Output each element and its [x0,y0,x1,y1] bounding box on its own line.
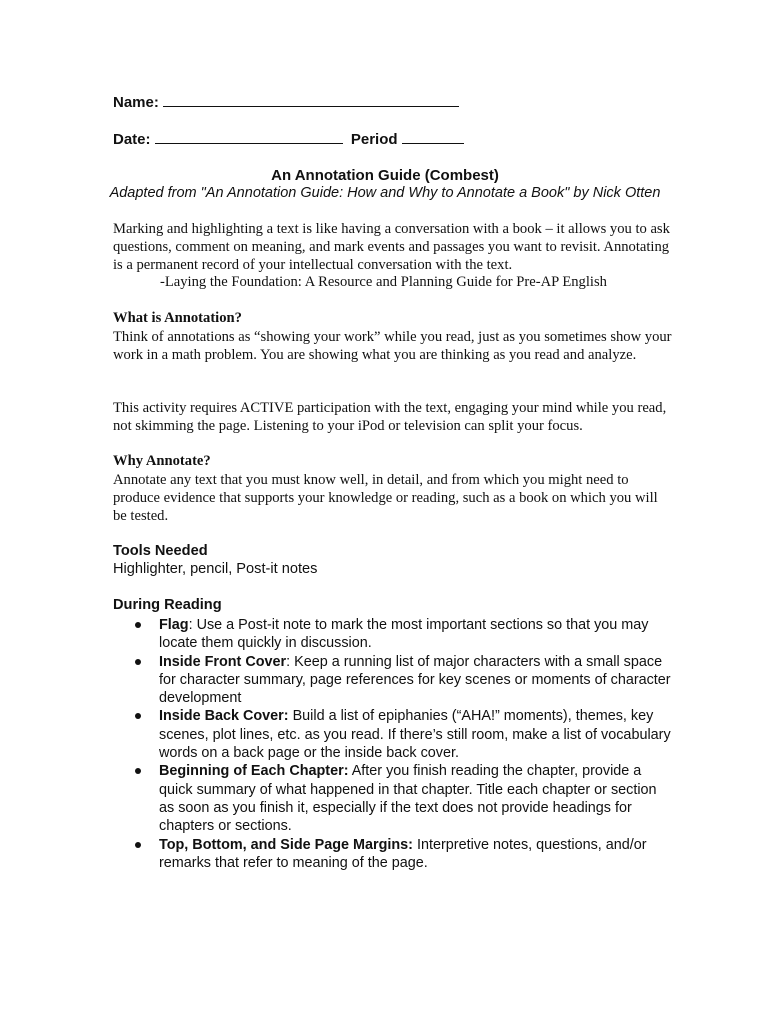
name-label: Name: [113,94,159,111]
what-is-paragraph: Think of annotations as “showing your work” while you read, just as you sometimes show your work in a math problem. You are showing what you are thinking as you read and analyze. [113,329,672,363]
name-field [113,93,459,111]
date-period-field [113,130,464,148]
list-item-term: Flag [159,617,189,633]
list-item-text: After you finish reading the chapter, provide a quick summary of what happened in that chapter. Title each chapter or section as soon as you finish it, especially if the text does not provide headings for chapters or sections. [159,763,657,835]
list-item [113,836,673,873]
list-item [113,762,673,835]
document-title: An Annotation Guide (Combest) [271,167,499,184]
why-paragraph: Annotate any text that you must know well, in detail, and from which you might need to produce evidence that supports your knowledge or reading, such as a book on which you will be tested. [113,472,658,524]
intro-attribution: -Laying the Foundation: A Resource and Planning Guide for Pre-AP English [160,274,607,290]
intro-paragraph: Marking and highlighting a text is like having a conversation with a book – it allows you to ask questions, comment on meaning, and mark events and passages you want to revisit. Annotating is a permanent record of your intellectual conversation with the text. [113,221,670,273]
list-item-text: : Use a Post-it note to mark the most important sections so that you may locate them quickly in discussion. [159,617,649,652]
list-item-term: Top, Bottom, and Side Page Margins: [159,836,413,853]
bullet-icon [135,659,141,665]
date-label: Date: [113,131,151,148]
bullet-icon [135,622,141,628]
bullet-icon [135,842,141,848]
period-blank [402,130,464,144]
list-item-term: Inside Front Cover [159,653,287,670]
why-heading: Why Annotate? [113,453,211,469]
list-item [113,653,673,708]
name-blank [163,93,459,107]
what-is-heading: What is Annotation? [113,310,242,326]
list-item-text: Build a list of epiphanies (“AHA!” moments), themes, key scenes, plot lines, etc. as you read. If there’s still room, make a list of vocabulary words on a back page or the inside back cover. [159,708,671,762]
during-reading-list [113,616,673,872]
date-blank [155,130,343,144]
during-heading: During Reading [113,597,222,613]
list-item-text: : Keep a running list of major characters with a small space for character summary, page references for key scenes or moments of character development [159,653,671,707]
document-subtitle: Adapted from "An Annotation Guide: How and Why to Annotate a Book" by Nick Otten [109,185,661,201]
active-paragraph: This activity requires ACTIVE participation with the text, engaging your mind while you read, not skimming the page. Listening to your iPod or television can split your focus. [113,400,667,434]
tools-heading: Tools Needed [113,543,208,559]
tools-text: Highlighter, pencil, Post-it notes [113,561,318,577]
list-item-text: Interpretive notes, questions, and/or remarks that refer to meaning of the page. [159,836,647,871]
bullet-icon [135,713,141,719]
bullet-icon [135,768,141,774]
list-item [113,616,673,653]
period-label: Period [350,131,398,148]
list-item [113,707,673,762]
list-item-term: Beginning of Each Chapter: [159,763,349,780]
list-item-term: Inside Back Cover: [159,708,289,725]
